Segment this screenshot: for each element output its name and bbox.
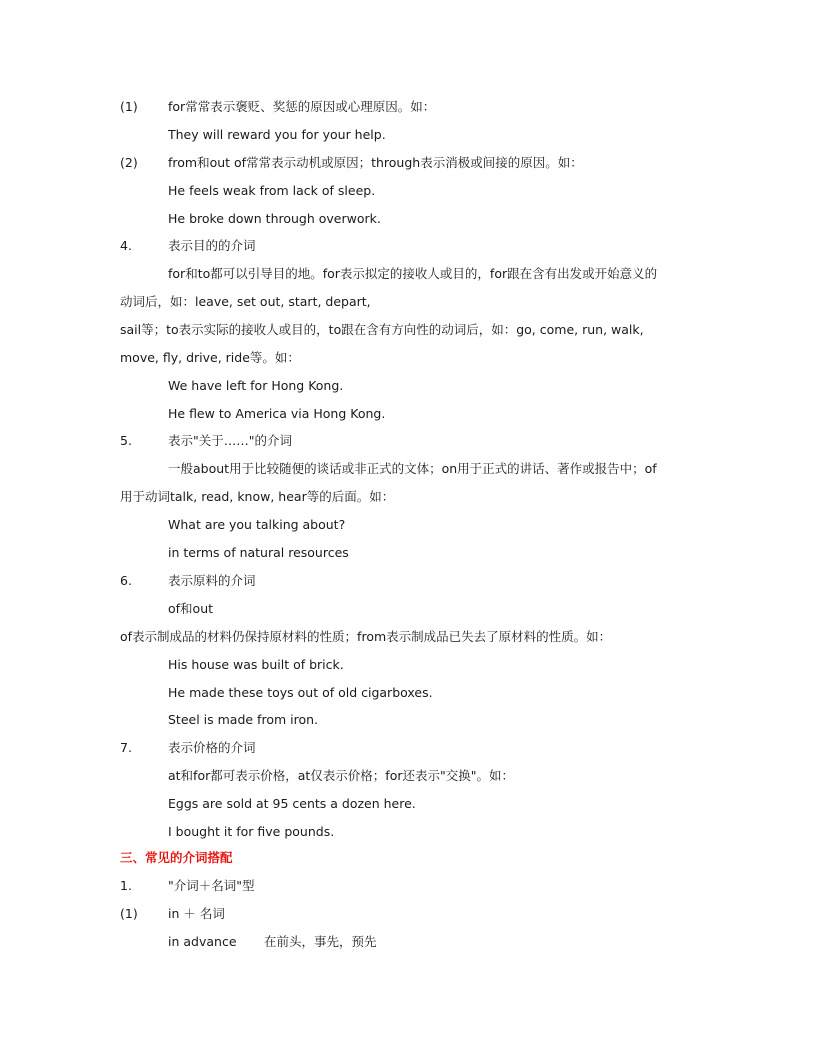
section-title: 表示原料的介词 [168, 573, 256, 588]
paragraph-line: 用于动词talk, read, know, hear等的后面。如： [120, 489, 395, 504]
example-sentence: His house was built of brick. [168, 657, 344, 672]
example-sentence: He flew to America via Hong Kong. [168, 406, 386, 421]
section-heading: 三、常见的介词搭配 [120, 850, 233, 865]
paragraph-line: at和for都可表示价格，at仅表示价格；for还表示"交换"。如： [168, 768, 514, 783]
phrase-entry [168, 934, 377, 950]
example-sentence: He made these toys out of old cigarboxes. [168, 685, 433, 700]
example-sentence: in terms of natural resources [168, 545, 349, 560]
paragraph-line: of表示制成品的材料仍保持原材料的性质；from表示制成品已失去了原材料的性质。如： [120, 629, 612, 644]
item-number: (1) [120, 906, 138, 921]
section-title: 表示"关于……"的介词 [168, 433, 292, 448]
section-number: 7. [120, 740, 132, 755]
paragraph-line: sail等；to表示实际的接收人或目的，to跟在含有方向性的动词后，如：go, come, run, walk, [120, 322, 644, 337]
paragraph-line: for和to都可以引导目的地。for表示拟定的接收人或目的，for跟在含有出发或开始意义的 [168, 266, 658, 281]
item-text: for常常表示褒贬、奖惩的原因或心理原因。如： [168, 99, 436, 114]
item-number: (1) [120, 99, 138, 114]
section-number: 4. [120, 238, 132, 253]
section-number: 6. [120, 573, 132, 588]
example-sentence: We have left for Hong Kong. [168, 378, 344, 393]
example-sentence: Eggs are sold at 95 cents a dozen here. [168, 796, 416, 811]
section-title: 表示价格的介词 [168, 740, 256, 755]
section-number: 1. [120, 878, 132, 893]
subtitle-line: of和out [168, 601, 214, 616]
section-title: "介词＋名词"型 [168, 878, 255, 893]
section-title: 表示目的的介词 [168, 238, 256, 253]
example-sentence: He broke down through overwork. [168, 211, 381, 226]
phrase: in advance [168, 934, 237, 949]
example-sentence: Steel is made from iron. [168, 712, 318, 727]
example-sentence: He feels weak from lack of sleep. [168, 183, 376, 198]
item-text: from和out of常常表示动机或原因；through表示消极或间接的原因。如： [168, 155, 583, 170]
example-sentence: They will reward you for your help. [168, 127, 386, 142]
paragraph-line: 一般about用于比较随便的谈话或非正式的文体；on用于正式的讲话、著作或报告中；of [168, 461, 657, 476]
paragraph-line: 动词后，如：leave, set out, start, depart, [120, 294, 371, 309]
section-number: 5. [120, 433, 132, 448]
item-number: (2) [120, 155, 138, 170]
example-sentence: I bought it for five pounds. [168, 824, 335, 839]
item-text: in ＋ 名词 [168, 906, 225, 921]
phrase-meaning: 在前头，事先，预先 [264, 934, 377, 949]
example-sentence: What are you talking about? [168, 517, 346, 532]
paragraph-line: move, fly, drive, ride等。如： [120, 350, 300, 365]
